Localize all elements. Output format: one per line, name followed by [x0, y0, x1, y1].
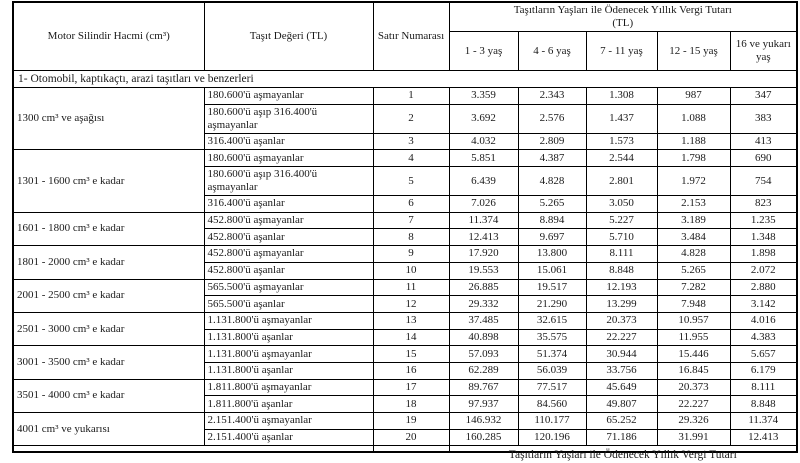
vehicle-value-cell: 452.800'ü aşanlar [204, 262, 373, 279]
tax-amount-cell: 2.801 [586, 167, 657, 196]
col-header-age-7-11: 7 - 11 yaş [586, 32, 657, 71]
vehicle-value-cell: 180.600'ü aşıp 316.400'ü aşmayanlar [204, 167, 373, 196]
vehicle-value-cell: 2.151.400'ü aşmayanlar [204, 413, 373, 430]
row-number-cell: 4 [373, 150, 449, 167]
tax-amount-cell: 15.446 [657, 346, 730, 363]
tax-amount-cell: 20.373 [657, 379, 730, 396]
col-header-age-4-6: 4 - 6 yaş [518, 32, 586, 71]
row-number-cell: 5 [373, 167, 449, 196]
vehicle-value-cell: 1.811.800'ü aşanlar [204, 396, 373, 413]
vehicle-value-cell: 316.400'ü aşanlar [204, 133, 373, 150]
row-number-cell: 20 [373, 429, 449, 446]
tax-amount-cell: 19.517 [518, 279, 586, 296]
tax-amount-cell: 45.649 [586, 379, 657, 396]
tax-amount-cell: 160.285 [449, 429, 518, 446]
tax-amount-cell: 754 [730, 167, 797, 196]
tax-amount-cell: 4.032 [449, 133, 518, 150]
tax-amount-cell: 2.072 [730, 262, 797, 279]
row-number-cell: 10 [373, 262, 449, 279]
tax-amount-cell: 17.920 [449, 246, 518, 263]
tax-amount-cell: 56.039 [518, 362, 586, 379]
tax-amount-cell: 89.767 [449, 379, 518, 396]
tax-amount-cell: 97.937 [449, 396, 518, 413]
partial-empty-cell [13, 446, 373, 453]
row-number-cell: 2 [373, 104, 449, 133]
engine-size-cell: 1601 - 1800 cm³ e kadar [13, 212, 204, 245]
row-number-cell: 18 [373, 396, 449, 413]
table-row [13, 88, 797, 105]
tax-amount-cell: 690 [730, 150, 797, 167]
tax-amount-cell: 35.575 [518, 329, 586, 346]
tax-amount-cell: 30.944 [586, 346, 657, 363]
row-number-cell: 11 [373, 279, 449, 296]
vehicle-value-cell: 1.811.800'ü aşmayanlar [204, 379, 373, 396]
row-number-cell: 1 [373, 88, 449, 105]
header-row-top [13, 2, 797, 32]
tax-amount-cell: 12.193 [586, 279, 657, 296]
tax-amount-cell: 8.894 [518, 212, 586, 229]
tax-amount-cell: 2.153 [657, 196, 730, 213]
tax-amount-cell: 2.343 [518, 88, 586, 105]
tax-group-title: Taşıtların Yaşları ile Ödenecek Yıllık Vergi Tutarı [513, 4, 732, 16]
table-row [13, 379, 797, 396]
tax-amount-cell: 22.227 [657, 396, 730, 413]
tax-amount-cell: 8.848 [730, 396, 797, 413]
row-number-cell: 8 [373, 229, 449, 246]
vehicle-value-cell: 565.500'ü aşanlar [204, 296, 373, 313]
tax-amount-cell: 823 [730, 196, 797, 213]
tax-amount-cell: 5.851 [449, 150, 518, 167]
tax-amount-cell: 3.050 [586, 196, 657, 213]
tax-amount-cell: 13.299 [586, 296, 657, 313]
tax-amount-cell: 33.756 [586, 362, 657, 379]
row-number-cell: 7 [373, 212, 449, 229]
tax-amount-cell: 7.026 [449, 196, 518, 213]
tax-amount-cell: 2.880 [730, 279, 797, 296]
tax-amount-cell: 10.957 [657, 312, 730, 329]
tax-amount-cell: 4.387 [518, 150, 586, 167]
row-number-cell: 3 [373, 133, 449, 150]
tax-amount-cell: 21.290 [518, 296, 586, 313]
tax-amount-cell: 77.517 [518, 379, 586, 396]
tax-amount-cell: 987 [657, 88, 730, 105]
tax-amount-cell: 65.252 [586, 413, 657, 430]
tax-amount-cell: 5.227 [586, 212, 657, 229]
tax-amount-cell: 3.189 [657, 212, 730, 229]
vehicle-value-cell: 452.800'ü aşanlar [204, 229, 373, 246]
tax-amount-cell: 4.383 [730, 329, 797, 346]
partial-next-section-row [13, 446, 797, 453]
tax-amount-cell: 62.289 [449, 362, 518, 379]
row-number-cell: 17 [373, 379, 449, 396]
partial-empty-cell [373, 446, 449, 453]
row-number-cell: 19 [373, 413, 449, 430]
tax-amount-cell: 7.282 [657, 279, 730, 296]
tax-amount-cell: 8.111 [586, 246, 657, 263]
engine-size-cell: 1300 cm³ ve aşağısı [13, 88, 204, 150]
table-row [13, 246, 797, 263]
vehicle-value-cell: 316.400'ü aşanlar [204, 196, 373, 213]
row-number-cell: 16 [373, 362, 449, 379]
tax-amount-cell: 11.374 [449, 212, 518, 229]
tax-amount-cell: 13.800 [518, 246, 586, 263]
col-header-age-12-15: 12 - 15 yaş [657, 32, 730, 71]
tax-amount-cell: 5.265 [657, 262, 730, 279]
vehicle-value-cell: 180.600'ü aşmayanlar [204, 150, 373, 167]
tax-amount-cell: 5.265 [518, 196, 586, 213]
engine-size-cell: 2001 - 2500 cm³ e kadar [13, 279, 204, 312]
tax-amount-cell: 120.196 [518, 429, 586, 446]
mtv-tax-table [12, 1, 798, 462]
tax-amount-cell: 11.955 [657, 329, 730, 346]
tax-amount-cell: 26.885 [449, 279, 518, 296]
row-number-cell: 15 [373, 346, 449, 363]
tax-amount-cell: 11.374 [730, 413, 797, 430]
tax-amount-cell: 3.359 [449, 88, 518, 105]
tax-amount-cell: 146.932 [449, 413, 518, 430]
tax-amount-cell: 32.615 [518, 312, 586, 329]
vehicle-value-cell: 180.600'ü aşıp 316.400'ü aşmayanlar [204, 104, 373, 133]
tax-amount-cell: 20.373 [586, 312, 657, 329]
tax-amount-cell: 31.991 [657, 429, 730, 446]
row-number-cell: 9 [373, 246, 449, 263]
tax-amount-cell: 1.573 [586, 133, 657, 150]
col-header-tax-by-age-group [449, 2, 797, 32]
engine-size-cell: 3501 - 4000 cm³ e kadar [13, 379, 204, 412]
tax-amount-cell: 84.560 [518, 396, 586, 413]
table-row [13, 346, 797, 363]
tax-amount-cell: 51.374 [518, 346, 586, 363]
tax-amount-cell: 4.828 [657, 246, 730, 263]
row-number-cell: 6 [373, 196, 449, 213]
section-title: 1- Otomobil, kaptıkaçtı, arazi taşıtları ve benzerleri [13, 71, 797, 88]
tax-amount-cell: 1.972 [657, 167, 730, 196]
tax-amount-cell: 1.348 [730, 229, 797, 246]
tax-amount-cell: 16.845 [657, 362, 730, 379]
tax-amount-cell: 29.326 [657, 413, 730, 430]
col-header-row-number: Satır Numarası [373, 2, 449, 71]
engine-size-cell: 4001 cm³ ve yukarısı [13, 413, 204, 446]
tax-amount-cell: 110.177 [518, 413, 586, 430]
table-row [13, 413, 797, 430]
tax-amount-cell: 8.111 [730, 379, 797, 396]
tax-amount-cell: 12.413 [730, 429, 797, 446]
tax-amount-cell: 1.088 [657, 104, 730, 133]
vehicle-value-cell: 1.131.800'ü aşmayanlar [204, 312, 373, 329]
tax-amount-cell: 22.227 [586, 329, 657, 346]
tax-amount-cell: 5.657 [730, 346, 797, 363]
col-header-vehicle-value: Taşıt Değeri (TL) [204, 2, 373, 71]
tax-amount-cell: 57.093 [449, 346, 518, 363]
table-row [13, 312, 797, 329]
col-header-engine-size: Motor Silindir Hacmi (cm³) [13, 2, 204, 71]
tax-amount-cell: 29.332 [449, 296, 518, 313]
tax-amount-cell: 7.948 [657, 296, 730, 313]
tax-amount-cell: 1.437 [586, 104, 657, 133]
tax-amount-cell: 4.828 [518, 167, 586, 196]
tax-amount-cell: 6.179 [730, 362, 797, 379]
table-row [13, 150, 797, 167]
table-body [13, 71, 797, 462]
tax-amount-cell: 347 [730, 88, 797, 105]
tax-amount-cell: 3.142 [730, 296, 797, 313]
tax-amount-cell: 2.544 [586, 150, 657, 167]
section-header-row [13, 71, 797, 88]
tax-amount-cell: 9.697 [518, 229, 586, 246]
tax-group-unit: (TL) [612, 17, 634, 29]
table-row [13, 279, 797, 296]
row-number-cell: 12 [373, 296, 449, 313]
tax-amount-cell: 19.553 [449, 262, 518, 279]
table-header [13, 2, 797, 71]
tax-amount-cell: 15.061 [518, 262, 586, 279]
tax-amount-cell: 5.710 [586, 229, 657, 246]
col-header-age-1-3: 1 - 3 yaş [449, 32, 518, 71]
tax-amount-cell: 12.413 [449, 229, 518, 246]
vehicle-value-cell: 1.131.800'ü aşanlar [204, 329, 373, 346]
vehicle-value-cell: 452.800'ü aşmayanlar [204, 246, 373, 263]
vehicle-value-cell: 2.151.400'ü aşanlar [204, 429, 373, 446]
vehicle-value-cell: 1.131.800'ü aşmayanlar [204, 346, 373, 363]
row-number-cell: 13 [373, 312, 449, 329]
tax-amount-cell: 383 [730, 104, 797, 133]
tax-amount-cell: 1.898 [730, 246, 797, 263]
engine-size-cell: 2501 - 3000 cm³ e kadar [13, 312, 204, 345]
tax-amount-cell: 1.235 [730, 212, 797, 229]
tax-amount-cell: 4.016 [730, 312, 797, 329]
tax-amount-cell: 1.188 [657, 133, 730, 150]
tax-amount-cell: 2.809 [518, 133, 586, 150]
tax-amount-cell: 71.186 [586, 429, 657, 446]
engine-size-cell: 3001 - 3500 cm³ e kadar [13, 346, 204, 379]
tax-amount-cell: 40.898 [449, 329, 518, 346]
col-header-age-16-plus: 16 ve yukarı yaş [730, 32, 797, 71]
tax-amount-cell: 413 [730, 133, 797, 150]
tax-amount-cell: 1.308 [586, 88, 657, 105]
engine-size-cell: 1301 - 1600 cm³ e kadar [13, 150, 204, 212]
partial-tax-group-header: Taşıtların Yaşları ile Ödenecek Yıllık Vergi Tutarı [449, 446, 797, 453]
vehicle-value-cell: 452.800'ü aşmayanlar [204, 212, 373, 229]
row-number-cell: 14 [373, 329, 449, 346]
vehicle-value-cell: 180.600'ü aşmayanlar [204, 88, 373, 105]
tax-amount-cell: 8.848 [586, 262, 657, 279]
tax-amount-cell: 37.485 [449, 312, 518, 329]
tax-amount-cell: 49.807 [586, 396, 657, 413]
table-row [13, 212, 797, 229]
tax-amount-cell: 3.484 [657, 229, 730, 246]
vehicle-value-cell: 1.131.800'ü aşanlar [204, 362, 373, 379]
tax-amount-cell: 1.798 [657, 150, 730, 167]
vehicle-value-cell: 565.500'ü aşmayanlar [204, 279, 373, 296]
tax-amount-cell: 2.576 [518, 104, 586, 133]
tax-amount-cell: 6.439 [449, 167, 518, 196]
tax-amount-cell: 3.692 [449, 104, 518, 133]
engine-size-cell: 1801 - 2000 cm³ e kadar [13, 246, 204, 279]
